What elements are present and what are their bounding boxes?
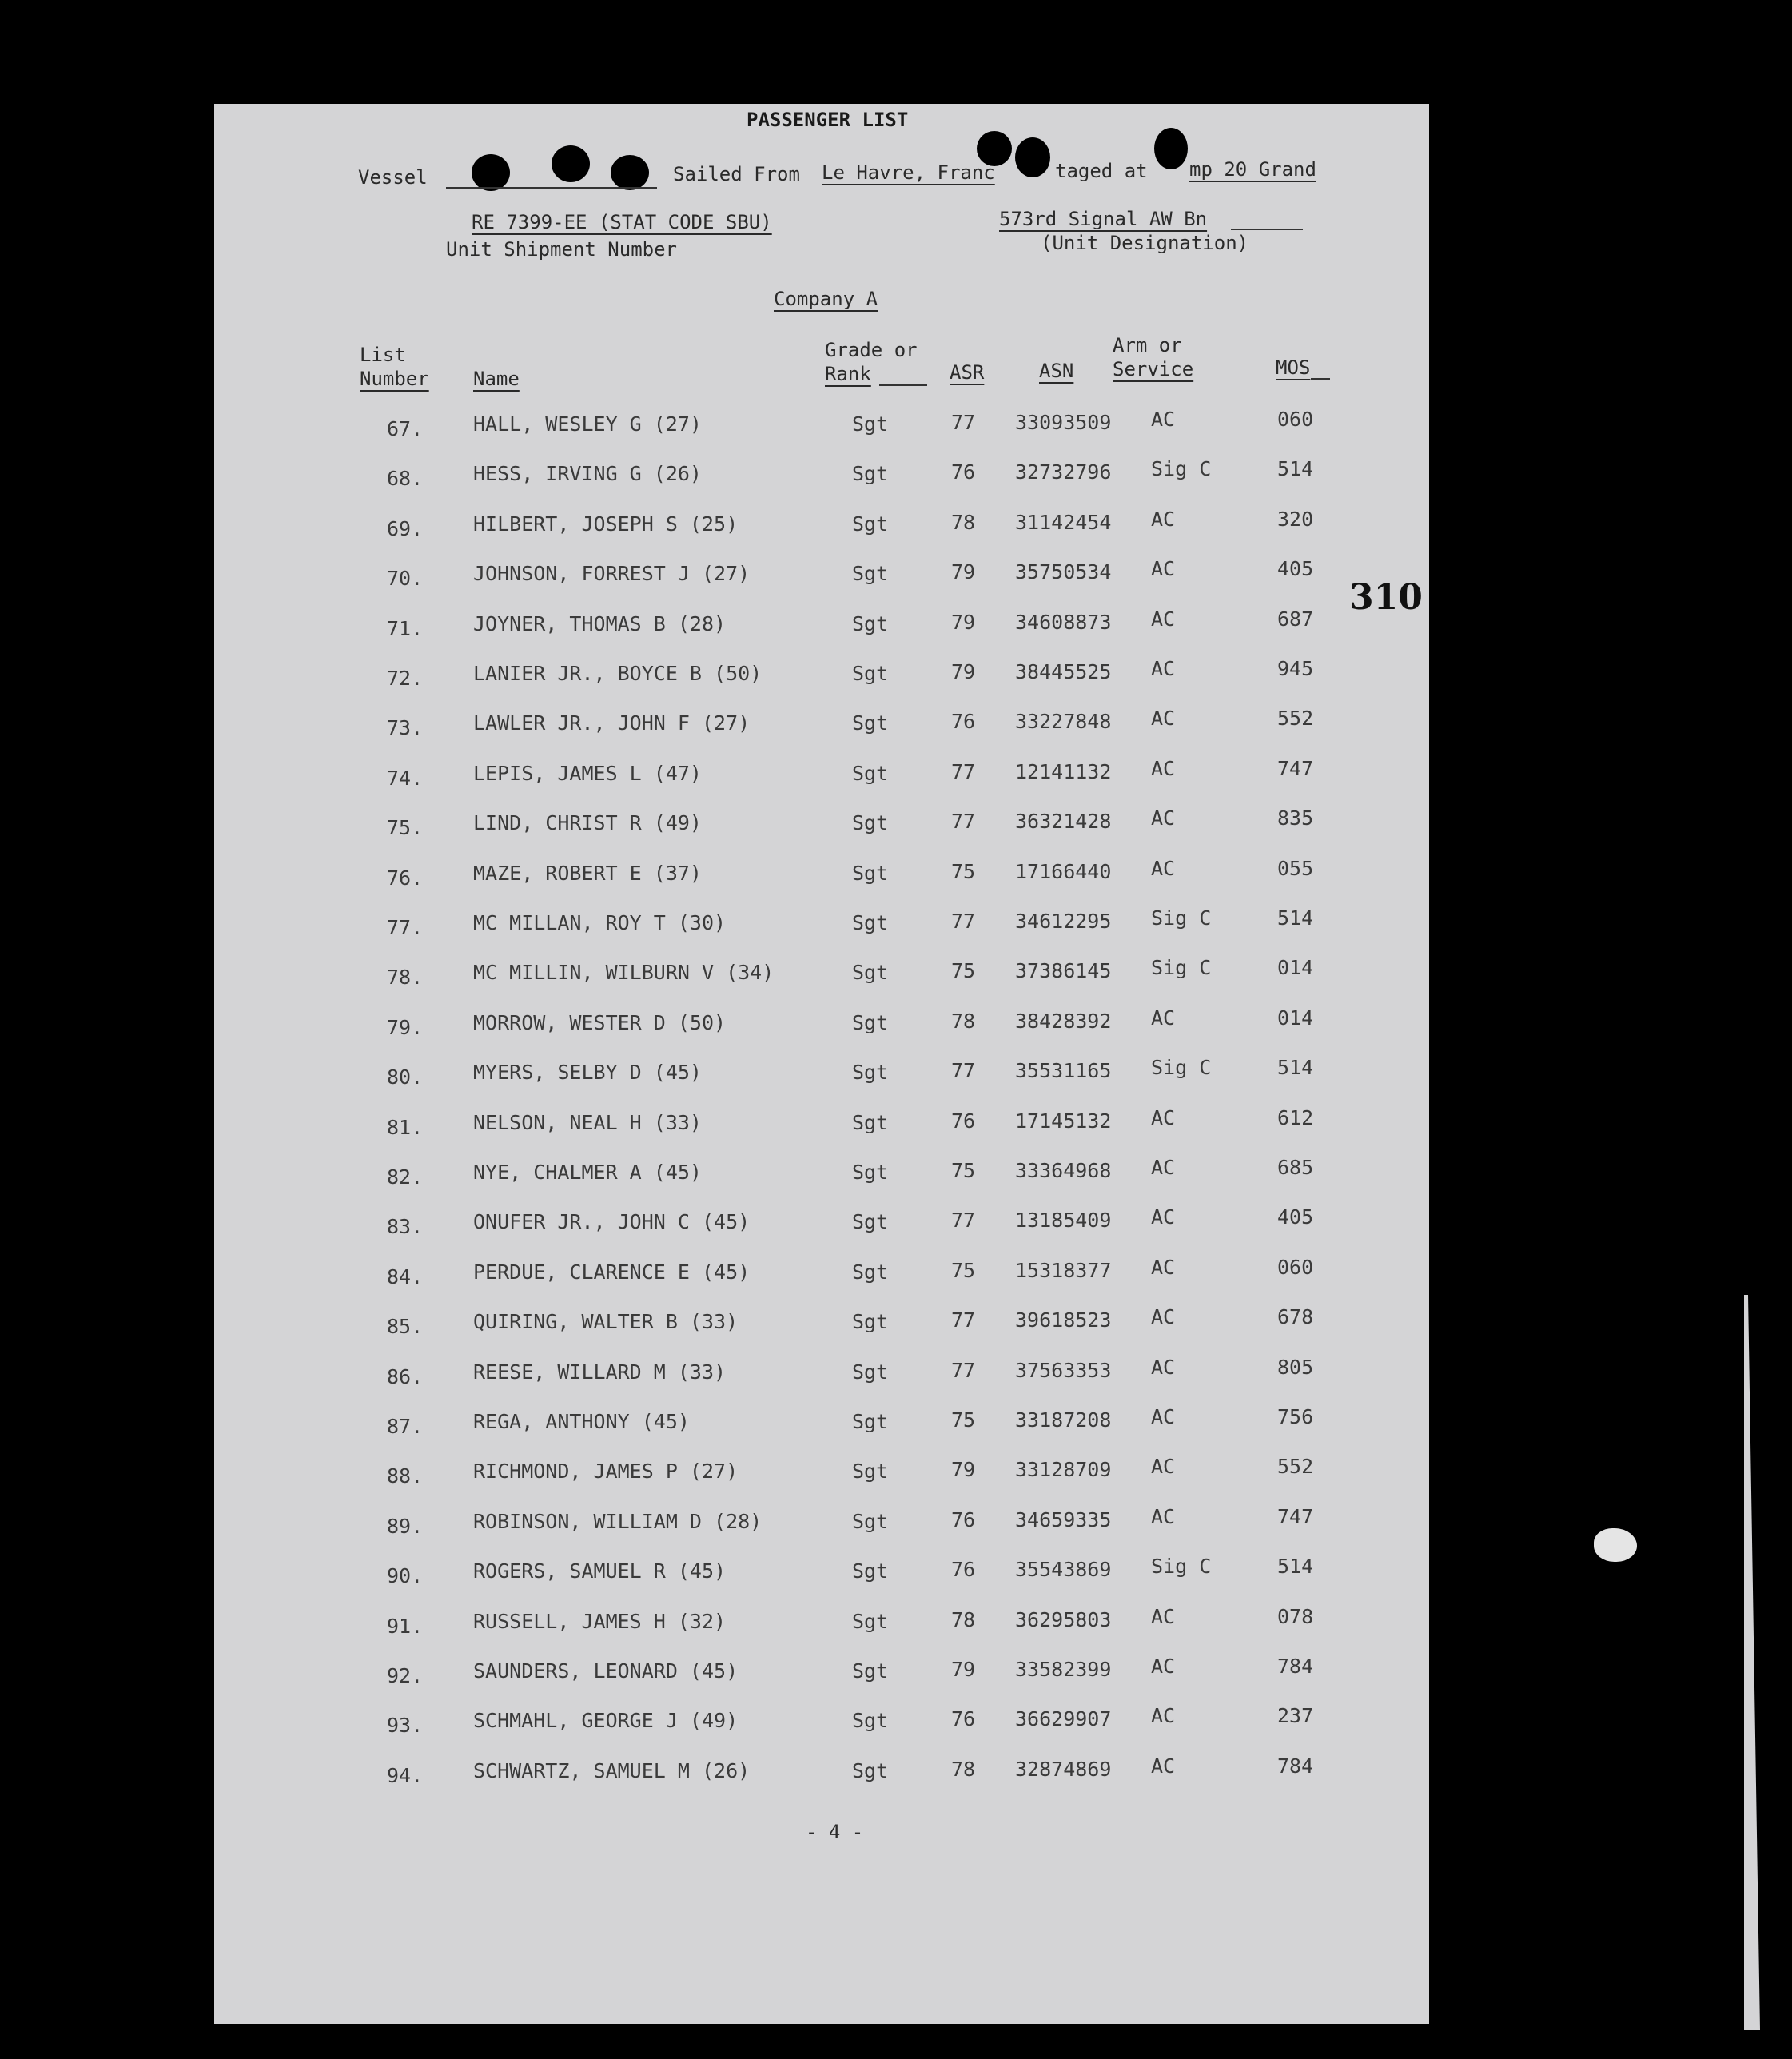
mos-cell: 552 xyxy=(1277,1455,1314,1479)
name-cell: HALL, WESLEY G (27) xyxy=(473,412,702,436)
name-cell: JOHNSON, FORREST J (27) xyxy=(473,562,751,586)
list-number-cell: 69. xyxy=(387,516,424,540)
asn-cell: 36295803 xyxy=(1015,1607,1112,1631)
grade-cell: Sgt xyxy=(852,1310,889,1334)
arm-service-cell: AC xyxy=(1151,607,1176,631)
grade-cell: Sgt xyxy=(852,1210,889,1234)
arm-service-cell: Sig C xyxy=(1151,906,1212,930)
list-number-cell: 85. xyxy=(387,1315,424,1339)
grade-cell: Sgt xyxy=(852,1460,889,1484)
name-cell: ONUFER JR., JOHN C (45) xyxy=(473,1210,751,1234)
asn-cell: 33093509 xyxy=(1015,411,1112,434)
grade-cell: Sgt xyxy=(852,961,889,985)
asn-cell: 38445525 xyxy=(1015,660,1112,683)
list-number-cell: 80. xyxy=(387,1065,424,1089)
asr-cell: 77 xyxy=(951,910,976,933)
grade-cell: Sgt xyxy=(852,1061,889,1085)
arm-service-cell: AC xyxy=(1151,1156,1176,1179)
grade-cell: Sgt xyxy=(852,1260,889,1284)
grade-cell: Sgt xyxy=(852,462,889,486)
mos-cell: 014 xyxy=(1277,1006,1314,1030)
grade-cell: Sgt xyxy=(852,1410,889,1433)
grade-cell: Sgt xyxy=(852,512,889,536)
asn-cell: 32732796 xyxy=(1015,460,1112,484)
mos-cell: 552 xyxy=(1277,707,1314,731)
unit-designation: 573rd Signal AW Bn xyxy=(999,208,1208,230)
unit-shipment-label: Unit Shipment Number xyxy=(446,238,677,261)
asr-cell: 75 xyxy=(951,1408,976,1432)
mos-cell: 060 xyxy=(1277,1255,1314,1279)
col-name: Name xyxy=(473,368,520,390)
asr-cell: 76 xyxy=(951,1707,976,1731)
name-cell: MORROW, WESTER D (50) xyxy=(473,1010,727,1034)
grade-cell: Sgt xyxy=(852,1509,889,1533)
vessel-label: Vessel xyxy=(358,166,428,189)
grade-cell: Sgt xyxy=(852,662,889,685)
page-title: PASSENGER LIST xyxy=(747,109,909,131)
grade-cell: Sgt xyxy=(852,1659,889,1683)
asn-cell: 34608873 xyxy=(1015,610,1112,634)
name-cell: LAWLER JR., JOHN F (27) xyxy=(473,711,751,735)
mos-cell: 685 xyxy=(1277,1156,1314,1179)
vessel-underline xyxy=(446,187,657,189)
asn-cell: 17145132 xyxy=(1015,1109,1112,1133)
asr-cell: 75 xyxy=(951,1159,976,1182)
asr-cell: 79 xyxy=(951,660,976,683)
list-number-cell: 68. xyxy=(387,467,424,491)
asn-cell: 33582399 xyxy=(1015,1658,1112,1681)
asr-cell: 76 xyxy=(951,1507,976,1531)
asn-cell: 35543869 xyxy=(1015,1558,1112,1582)
list-number-cell: 84. xyxy=(387,1264,424,1288)
grade-cell: Sgt xyxy=(852,611,889,635)
asr-cell: 77 xyxy=(951,411,976,434)
mos-cell: 835 xyxy=(1277,806,1314,830)
list-number-cell: 77. xyxy=(387,916,424,939)
arm-service-cell: AC xyxy=(1151,1305,1176,1329)
redaction-mark xyxy=(472,154,510,191)
name-cell: RICHMOND, JAMES P (27) xyxy=(473,1460,739,1484)
name-cell: NYE, CHALMER A (45) xyxy=(473,1161,702,1184)
asn-cell: 37563353 xyxy=(1015,1358,1112,1382)
asn-cell: 33187208 xyxy=(1015,1408,1112,1432)
mos-cell: 747 xyxy=(1277,1504,1314,1528)
list-number-cell: 92. xyxy=(387,1664,424,1687)
arm-service-cell: AC xyxy=(1151,1355,1176,1379)
asr-cell: 75 xyxy=(951,1258,976,1282)
mos-cell: 805 xyxy=(1277,1355,1314,1379)
asr-cell: 77 xyxy=(951,1059,976,1083)
list-number-cell: 83. xyxy=(387,1215,424,1239)
list-number-cell: 89. xyxy=(387,1514,424,1538)
name-cell: MC MILLAN, ROY T (30) xyxy=(473,911,727,934)
arm-service-cell: AC xyxy=(1151,756,1176,780)
name-cell: REESE, WILLARD M (33) xyxy=(473,1360,727,1384)
asn-cell: 31142454 xyxy=(1015,510,1112,534)
asn-cell: 33364968 xyxy=(1015,1159,1112,1182)
arm-service-cell: Sig C xyxy=(1151,956,1212,980)
company-heading: Company A xyxy=(774,288,878,310)
asn-cell: 39618523 xyxy=(1015,1308,1112,1332)
mos-cell: 687 xyxy=(1277,607,1314,631)
arm-service-cell: AC xyxy=(1151,1704,1176,1728)
asn-cell: 33227848 xyxy=(1015,710,1112,734)
redaction-mark xyxy=(552,145,590,182)
list-number-cell: 75. xyxy=(387,816,424,840)
asr-cell: 76 xyxy=(951,710,976,734)
col-arm-1: Arm or xyxy=(1113,334,1182,356)
asr-cell: 78 xyxy=(951,1607,976,1631)
name-cell: NELSON, NEAL H (33) xyxy=(473,1110,702,1134)
asr-cell: 77 xyxy=(951,1308,976,1332)
arm-service-cell: AC xyxy=(1151,1655,1176,1678)
grade-cell: Sgt xyxy=(852,761,889,785)
list-number-cell: 73. xyxy=(387,716,424,740)
asr-cell: 76 xyxy=(951,460,976,484)
list-number-cell: 81. xyxy=(387,1115,424,1139)
name-cell: ROBINSON, WILLIAM D (28) xyxy=(473,1509,763,1533)
list-number-cell: 72. xyxy=(387,667,424,690)
redaction-mark xyxy=(611,155,649,190)
grade-cell: Sgt xyxy=(852,711,889,735)
name-cell: MYERS, SELBY D (45) xyxy=(473,1061,702,1085)
col-arm-2: Service xyxy=(1113,358,1194,380)
asn-cell: 12141132 xyxy=(1015,759,1112,783)
asn-cell: 32874869 xyxy=(1015,1757,1112,1781)
page-stamp-number: 310 xyxy=(1349,577,1423,618)
arm-service-cell: AC xyxy=(1151,707,1176,731)
asr-cell: 78 xyxy=(951,1009,976,1033)
list-number-cell: 93. xyxy=(387,1714,424,1738)
mos-cell: 405 xyxy=(1277,557,1314,581)
asr-cell: 75 xyxy=(951,859,976,883)
name-cell: LIND, CHRIST R (49) xyxy=(473,811,702,835)
asr-cell: 75 xyxy=(951,959,976,983)
mos-cell: 784 xyxy=(1277,1754,1314,1778)
sailed-from-label: Sailed From xyxy=(673,163,800,185)
mos-cell: 678 xyxy=(1277,1305,1314,1329)
col-grade-underline xyxy=(879,384,927,386)
asr-cell: 79 xyxy=(951,1458,976,1482)
name-cell: SCHWARTZ, SAMUEL M (26) xyxy=(473,1758,751,1782)
arm-service-cell: Sig C xyxy=(1151,457,1212,481)
arm-service-cell: AC xyxy=(1151,408,1176,431)
mos-cell: 060 xyxy=(1277,408,1314,431)
name-cell: MAZE, ROBERT E (37) xyxy=(473,861,702,885)
list-number-cell: 78. xyxy=(387,966,424,990)
list-number-cell: 86. xyxy=(387,1364,424,1388)
asr-cell: 79 xyxy=(951,560,976,584)
list-number-cell: 90. xyxy=(387,1564,424,1588)
asr-cell: 76 xyxy=(951,1109,976,1133)
arm-service-cell: AC xyxy=(1151,1504,1176,1528)
asr-cell: 77 xyxy=(951,1209,976,1233)
arm-service-cell: Sig C xyxy=(1151,1056,1212,1080)
arm-service-cell: AC xyxy=(1151,1006,1176,1030)
asr-cell: 77 xyxy=(951,759,976,783)
list-number-cell: 88. xyxy=(387,1464,424,1488)
mos-cell: 055 xyxy=(1277,856,1314,880)
grade-cell: Sgt xyxy=(852,412,889,436)
mos-cell: 612 xyxy=(1277,1105,1314,1129)
staged-at-value: mp 20 Grand xyxy=(1189,158,1316,181)
asn-cell: 35531165 xyxy=(1015,1059,1112,1083)
unit-shipment-number: RE 7399-EE (STAT CODE SBU) xyxy=(472,211,772,233)
arm-service-cell: AC xyxy=(1151,1405,1176,1428)
redaction-mark xyxy=(1154,128,1188,169)
asr-cell: 78 xyxy=(951,510,976,534)
name-cell: HILBERT, JOSEPH S (25) xyxy=(473,512,739,536)
unit-designation-label: (Unit Designation) xyxy=(1041,232,1249,254)
asn-cell: 33128709 xyxy=(1015,1458,1112,1482)
mos-cell: 747 xyxy=(1277,756,1314,780)
arm-service-cell: Sig C xyxy=(1151,1555,1212,1579)
name-cell: HESS, IRVING G (26) xyxy=(473,462,702,486)
arm-service-cell: AC xyxy=(1151,806,1176,830)
asn-cell: 36629907 xyxy=(1015,1707,1112,1731)
col-mos: MOS xyxy=(1276,356,1311,379)
mos-cell: 237 xyxy=(1277,1704,1314,1728)
arm-service-cell: AC xyxy=(1151,557,1176,581)
arm-service-cell: AC xyxy=(1151,1205,1176,1229)
asr-cell: 76 xyxy=(951,1558,976,1582)
list-number-cell: 76. xyxy=(387,866,424,890)
grade-cell: Sgt xyxy=(852,1758,889,1782)
asn-cell: 34612295 xyxy=(1015,910,1112,933)
mos-cell: 078 xyxy=(1277,1604,1314,1628)
grade-cell: Sgt xyxy=(852,1609,889,1633)
redaction-mark xyxy=(1015,137,1050,177)
arm-service-cell: AC xyxy=(1151,1255,1176,1279)
arm-service-cell: AC xyxy=(1151,1604,1176,1628)
arm-service-cell: AC xyxy=(1151,1455,1176,1479)
mos-cell: 405 xyxy=(1277,1205,1314,1229)
mos-cell: 756 xyxy=(1277,1405,1314,1428)
col-list-number-1: List xyxy=(360,344,406,366)
list-number-cell: 70. xyxy=(387,567,424,591)
name-cell: SAUNDERS, LEONARD (45) xyxy=(473,1659,739,1683)
name-cell: ROGERS, SAMUEL R (45) xyxy=(473,1559,727,1583)
mos-cell: 784 xyxy=(1277,1655,1314,1678)
name-cell: JOYNER, THOMAS B (28) xyxy=(473,611,727,635)
col-grade-2: Rank xyxy=(825,363,871,385)
asr-cell: 77 xyxy=(951,1358,976,1382)
grade-cell: Sgt xyxy=(852,861,889,885)
list-number-cell: 82. xyxy=(387,1165,424,1189)
name-cell: SCHMAHL, GEORGE J (49) xyxy=(473,1709,739,1733)
name-cell: REGA, ANTHONY (45) xyxy=(473,1410,690,1433)
grade-cell: Sgt xyxy=(852,1709,889,1733)
name-cell: LEPIS, JAMES L (47) xyxy=(473,761,702,785)
list-number-cell: 94. xyxy=(387,1763,424,1787)
mos-cell: 014 xyxy=(1277,956,1314,980)
asr-cell: 79 xyxy=(951,610,976,634)
col-mos-underline xyxy=(1311,378,1330,380)
col-grade-1: Grade or xyxy=(825,339,918,361)
asn-cell: 38428392 xyxy=(1015,1009,1112,1033)
grade-cell: Sgt xyxy=(852,811,889,835)
name-cell: PERDUE, CLARENCE E (45) xyxy=(473,1260,751,1284)
grade-cell: Sgt xyxy=(852,1360,889,1384)
staged-at-label: taged at xyxy=(1055,160,1148,182)
col-asn: ASN xyxy=(1039,360,1074,382)
col-list-number-2: Number xyxy=(360,368,429,390)
asr-cell: 77 xyxy=(951,810,976,834)
list-number-cell: 87. xyxy=(387,1415,424,1438)
asn-cell: 13185409 xyxy=(1015,1209,1112,1233)
list-number-cell: 74. xyxy=(387,766,424,790)
asr-cell: 78 xyxy=(951,1757,976,1781)
arm-service-cell: AC xyxy=(1151,1105,1176,1129)
asn-cell: 36321428 xyxy=(1015,810,1112,834)
page-number: - 4 - xyxy=(806,1821,864,1843)
arm-service-cell: AC xyxy=(1151,657,1176,680)
arm-service-cell: AC xyxy=(1151,856,1176,880)
arm-service-cell: AC xyxy=(1151,1754,1176,1778)
mos-cell: 320 xyxy=(1277,507,1314,531)
list-number-cell: 71. xyxy=(387,616,424,640)
asn-cell: 17166440 xyxy=(1015,859,1112,883)
asr-cell: 79 xyxy=(951,1658,976,1681)
name-cell: MC MILLIN, WILBURN V (34) xyxy=(473,961,775,985)
mos-cell: 514 xyxy=(1277,1056,1314,1080)
grade-cell: Sgt xyxy=(852,1110,889,1134)
grade-cell: Sgt xyxy=(852,1559,889,1583)
list-number-cell: 67. xyxy=(387,417,424,440)
mos-cell: 514 xyxy=(1277,1555,1314,1579)
name-cell: LANIER JR., BOYCE B (50) xyxy=(473,662,763,685)
name-cell: RUSSELL, JAMES H (32) xyxy=(473,1609,727,1633)
list-number-cell: 79. xyxy=(387,1015,424,1039)
mos-cell: 514 xyxy=(1277,457,1314,481)
paper-edge xyxy=(1744,1295,1760,2030)
asn-cell: 37386145 xyxy=(1015,959,1112,983)
name-cell: QUIRING, WALTER B (33) xyxy=(473,1310,739,1334)
mos-cell: 514 xyxy=(1277,906,1314,930)
asn-cell: 15318377 xyxy=(1015,1258,1112,1282)
unit-designation-underline xyxy=(1231,229,1303,230)
paper-scrap xyxy=(1594,1528,1637,1562)
grade-cell: Sgt xyxy=(852,1161,889,1184)
grade-cell: Sgt xyxy=(852,1010,889,1034)
grade-cell: Sgt xyxy=(852,562,889,586)
asn-cell: 35750534 xyxy=(1015,560,1112,584)
sailed-from-value: Le Havre, Franc xyxy=(822,161,995,184)
asn-cell: 34659335 xyxy=(1015,1507,1112,1531)
mos-cell: 945 xyxy=(1277,657,1314,680)
col-asr: ASR xyxy=(950,361,985,384)
arm-service-cell: AC xyxy=(1151,507,1176,531)
list-number-cell: 91. xyxy=(387,1614,424,1638)
grade-cell: Sgt xyxy=(852,911,889,934)
